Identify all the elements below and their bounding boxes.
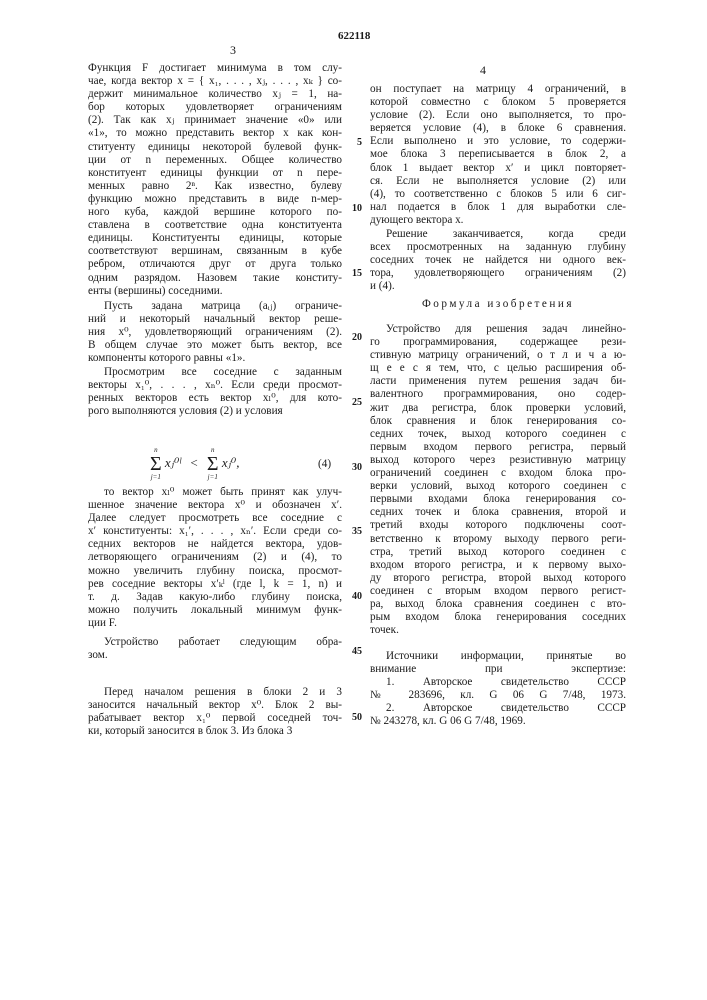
left-paragraph-4: [88, 486, 342, 630]
text-line: ветственно к второму выходу первого реги-: [370, 533, 626, 546]
text-line: векторы x₁⁰, . . . , xₙ⁰. Если среди просмот-: [88, 379, 342, 392]
text-line: верки условий, выход которого соединен с: [370, 480, 626, 493]
text-line: держит минимальное количество xⱼ = 1, на-: [88, 88, 342, 101]
text-line: функцию можно представить в виде n-мер-: [88, 193, 342, 206]
text-line: блок сравнения и блок генерирования со-: [370, 415, 626, 428]
text-line: соответствуют вершинам, связанным в кубе: [88, 245, 342, 258]
text-line: чае, когда вектор x = { x₁, . . . , xⱼ, . . . , xₖ } со-: [88, 75, 342, 88]
text-line: ного куба, каждой вершине которого по-: [88, 206, 342, 219]
text-line: жит два регистра, блок проверки условий,: [370, 402, 626, 415]
text-line: заносится начальный вектор x⁰. Блок 2 вы-: [88, 699, 342, 712]
text-line: которой совместно с блоком 5 проверяется: [370, 96, 626, 109]
text-line: ния x⁰, удовлетворяющий ограничениям (2).: [88, 326, 342, 339]
sum-upper: n: [150, 446, 162, 455]
right-paragraph-2: [370, 228, 626, 293]
text-line: ституенту единицы некоторой булевой функ-: [88, 141, 342, 154]
text-line: и (4).: [370, 280, 626, 293]
text-line: ки, который заносится в блок 3. Из блока 3: [88, 725, 342, 738]
page-number-left: 3: [230, 44, 236, 57]
lhs-term: xⱼ⁰ˡ: [165, 455, 181, 470]
text-line: x′ конституенты: x₁′, . . . , xₙ′. Если среди со-: [88, 525, 342, 538]
margin-line-number: 30: [346, 462, 362, 474]
text-line: зом.: [88, 649, 342, 662]
text-line: Пусть задана матрица (aᵢⱼ) ограниче-: [88, 300, 342, 313]
text-line: ний и некоторый начальный вектор реше-: [88, 313, 342, 326]
text-line: Если выполнено и это условие, то содержи-: [370, 135, 626, 148]
text-line: мое блока 3 переписывается в блок 2, а: [370, 148, 626, 161]
text-line: 1. Авторское свидетельство СССР: [370, 676, 626, 689]
text-line: одним разрядом. Назовем такие конститу-: [88, 272, 342, 285]
text-line: ласти применения путем решения задач би-: [370, 375, 626, 388]
text-line: седних точек, выход которого соединен с: [370, 428, 626, 441]
text-line: № 243278, кл. G 06 G 7/48, 1969.: [370, 715, 626, 728]
text-line: т. д. Задав какую-либо глубину поиска,: [88, 591, 342, 604]
text-line: блок 1 выдает вектор x′ и цикл повторяет-: [370, 162, 626, 175]
text-line: нал подается в блок 1 для выработки сле-: [370, 201, 626, 214]
text-line: стивную матрицу ограничений, о т л и ч а ю-: [370, 349, 626, 362]
text-line: (2). Так как xⱼ принимает значение «0» или: [88, 114, 342, 127]
margin-line-number: 40: [346, 591, 362, 603]
sum-lower: j=1: [150, 473, 162, 482]
left-paragraph-6: [88, 686, 342, 738]
text-line: соединен с вторым входом первого регист-: [370, 585, 626, 598]
text-line: тора, удовлетворяющего ограничениям (2): [370, 267, 626, 280]
sum-symbol: n Σ j=1: [207, 446, 219, 482]
margin-line-number: 10: [346, 203, 362, 215]
text-line: ции F.: [88, 617, 342, 630]
text-line: щ е е с я тем, что, с целью расширения об-: [370, 362, 626, 375]
sum-upper: n: [207, 446, 219, 455]
formula-4: [150, 446, 350, 482]
margin-line-number: 20: [346, 332, 362, 344]
text-line: Функция F достигает минимума в том слу-: [88, 62, 342, 75]
relation: <: [190, 455, 197, 470]
margin-line-number: 45: [346, 646, 362, 658]
left-paragraph-5: [88, 636, 342, 662]
text-line: всех просмотренных на заданную глубину: [370, 241, 626, 254]
text-line: соседних точек не найдется ни одного век-: [370, 254, 626, 267]
text-line: рабатывает вектор x₁⁰ первой соседней точ-: [88, 712, 342, 725]
margin-line-number: 25: [346, 397, 362, 409]
text-line: первыми входами блока генерирования со-: [370, 493, 626, 506]
patent-number: 622118: [338, 30, 370, 43]
text-line: дующего вектора x.: [370, 214, 626, 227]
text-line: конституент единицы функции от n пере-: [88, 167, 342, 180]
text-line: енты (вершины) соседними.: [88, 285, 342, 298]
text-line: валентного программирования, оно содер-: [370, 388, 626, 401]
right-paragraph-1: [370, 83, 626, 227]
left-paragraph-2: [88, 300, 342, 365]
text-line: условие (2). Если оно выполняется, то про-: [370, 109, 626, 122]
text-line: Далее следует просмотреть все соседние с: [88, 512, 342, 525]
sources-list: [370, 650, 626, 729]
text-line: Устройство работает следующим обра-: [88, 636, 342, 649]
left-paragraph-1: [88, 62, 342, 298]
sum-lower: j=1: [207, 473, 219, 482]
text-line: внимание при экспертизе:: [370, 663, 626, 676]
text-line: менных равно 2ⁿ. Как известно, булеву: [88, 180, 342, 193]
sum-symbol: n Σ j=1: [150, 446, 162, 482]
rhs-term: xⱼ⁰,: [222, 455, 240, 470]
text-line: бор которых удовлетворяет ограничениям: [88, 101, 342, 114]
text-line: 2. Авторское свидетельство СССР: [370, 702, 626, 715]
text-line: третий входы которого подключены соот-: [370, 519, 626, 532]
text-line: Устройство для решения задач линейно-: [370, 323, 626, 336]
text-line: Просмотрим все соседние с заданным: [88, 366, 342, 379]
text-line: Перед началом решения в блоки 2 и 3: [88, 686, 342, 699]
text-line: единицы. Конституенты единицы, которые: [88, 232, 342, 245]
formula-number: (4): [318, 458, 331, 470]
margin-line-number: 15: [346, 268, 362, 280]
text-line: можно получить локальный минимум функ-: [88, 604, 342, 617]
text-line: Источники информации, принятые во: [370, 650, 626, 663]
text-line: компоненты которого равны «1».: [88, 352, 342, 365]
margin-line-number: 5: [346, 137, 362, 149]
claims-text: [370, 323, 626, 637]
text-line: стра, третий выход которого соединен с: [370, 546, 626, 559]
text-line: го программирования, содержащее рези-: [370, 336, 626, 349]
margin-line-number: 50: [346, 712, 362, 724]
text-line: седних точек и блока сравнения, второй и: [370, 506, 626, 519]
text-line: ра, выход блока сравнения соединен с вто-: [370, 598, 626, 611]
text-line: первым входом первого регистра, первый: [370, 441, 626, 454]
text-line: выход которого через резистивную матрицу: [370, 454, 626, 467]
text-line: летворяющего ограничениям (2) и (4), то: [88, 551, 342, 564]
text-line: точек.: [370, 624, 626, 637]
text-line: входом второго регистра, и к первому выхо-: [370, 559, 626, 572]
text-line: Решение заканчивается, когда среди: [370, 228, 626, 241]
text-line: рев соседние векторы x′ₖˡ (где l, k = 1, n) и: [88, 578, 342, 591]
margin-line-number: 35: [346, 526, 362, 538]
text-line: седних векторов не найдется вектора, удов-: [88, 538, 342, 551]
text-line: ции от n переменных. Общее количество: [88, 154, 342, 167]
claims-heading: Формула изобретения: [370, 298, 626, 311]
text-line: ставлена в соответствие одна конституента: [88, 219, 342, 232]
text-line: «1», то можно представить вектор x как кон-: [88, 127, 342, 140]
text-line: можно увеличить глубину поиска, просмот-: [88, 565, 342, 578]
text-line: он поступает на матрицу 4 ограничений, в: [370, 83, 626, 96]
text-line: ребром, отличаются друг от друга только: [88, 258, 342, 271]
text-line: ренных векторов есть вектор xₗ⁰, для кото-: [88, 392, 342, 405]
text-line: ограничений соединен с входом блока про-: [370, 467, 626, 480]
text-line: ду второго регистра, второй выход которого: [370, 572, 626, 585]
text-line: шенное значение вектора x⁰ и обозначен x′.: [88, 499, 342, 512]
text-line: рого выполняются условия (2) и условия: [88, 405, 342, 418]
left-paragraph-3: [88, 366, 342, 418]
text-line: веряется условие (4), в блоке 6 сравнения.: [370, 122, 626, 135]
text-line: рым входом блока генерирования соседних: [370, 611, 626, 624]
text-line: № 283696, кл. G 06 G 7/48, 1973.: [370, 689, 626, 702]
page-number-right: 4: [480, 64, 486, 77]
text-line: В общем случае это может быть вектор, все: [88, 339, 342, 352]
text-line: то вектор xₗ⁰ может быть принят как улуч-: [88, 486, 342, 499]
text-line: ся. Если не выполняется условие (2) или: [370, 175, 626, 188]
text-line: (4), то соответственно с блоков 5 или 6 сиг-: [370, 188, 626, 201]
